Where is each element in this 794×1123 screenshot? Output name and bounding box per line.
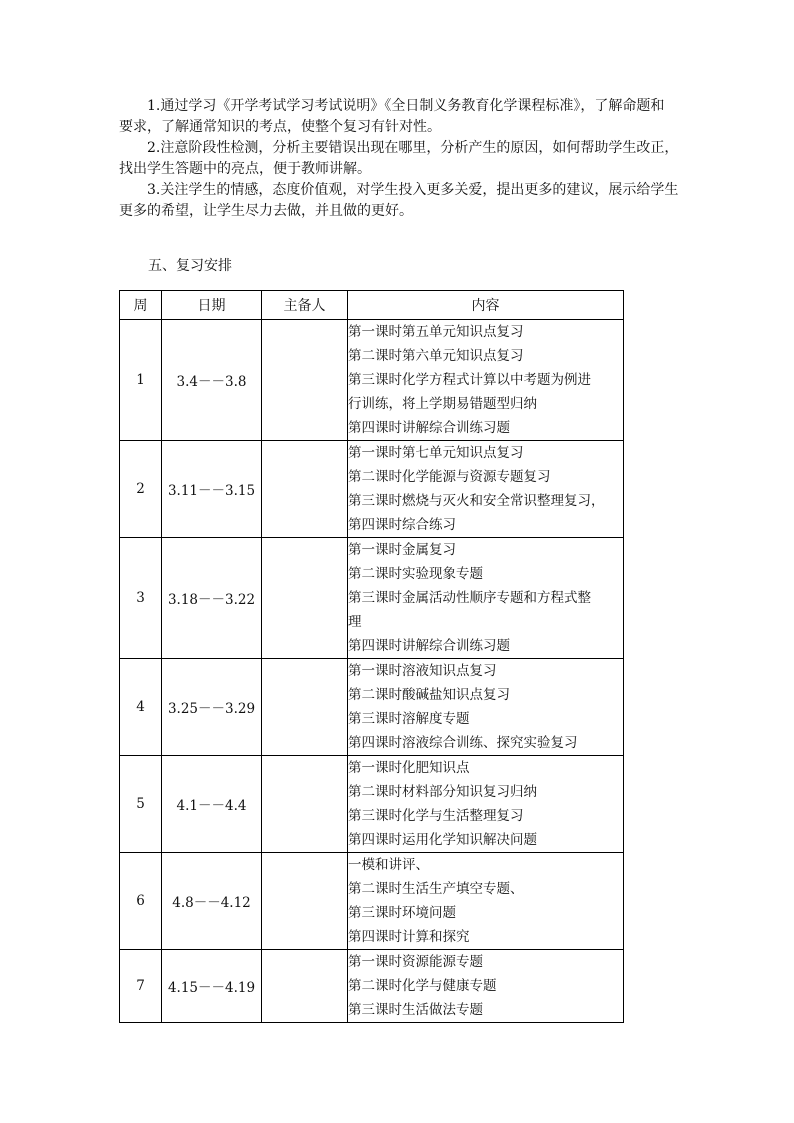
content-line: 第四课时讲解综合训练习题 bbox=[348, 638, 510, 654]
content-line: 第一课时金属复习 bbox=[348, 542, 456, 558]
content-line: 第四课时计算和探究 bbox=[348, 929, 470, 945]
content-line: 第三课时燃烧与灭火和安全常识整理复习， bbox=[348, 493, 605, 509]
content-line: 第二课时生活生产填空专题、 bbox=[348, 881, 524, 897]
content-cell bbox=[348, 659, 624, 756]
header-content: 内容 bbox=[348, 291, 624, 320]
table-row bbox=[120, 441, 624, 538]
header-date: 日期 bbox=[162, 291, 262, 320]
content-line: 第三课时金属活动性顺序专题和方程式整 bbox=[348, 590, 591, 606]
date-cell: 4.15－－4.19 bbox=[162, 950, 262, 1023]
intro-p2-line2: 找出学生答题中的亮点，便于教师讲解。 bbox=[119, 161, 371, 177]
week-cell: 7 bbox=[120, 950, 162, 1023]
content-line: 第三课时化学与生活整理复习 bbox=[348, 808, 524, 824]
week-cell: 6 bbox=[120, 853, 162, 950]
date-cell: 4.8－－4.12 bbox=[162, 853, 262, 950]
content-line: 第二课时酸碱盐知识点复习 bbox=[348, 687, 510, 703]
table-row bbox=[120, 950, 624, 1023]
owner-cell bbox=[262, 950, 348, 1023]
intro-p1-line1: 1.通过学习《开学考试学习考试说明》《全日制义务教育化学课程标准》，了解命题和 bbox=[147, 98, 665, 114]
content-line: 第三课时溶解度专题 bbox=[348, 711, 470, 727]
content-cell bbox=[348, 538, 624, 659]
intro-paragraph-2 bbox=[119, 138, 679, 180]
week-cell: 1 bbox=[120, 320, 162, 441]
content-line: 第四课时溶液综合训练、探究实验复习 bbox=[348, 735, 578, 751]
table-row bbox=[120, 538, 624, 659]
table-header-row bbox=[120, 291, 624, 320]
owner-cell bbox=[262, 538, 348, 659]
content-cell bbox=[348, 320, 624, 441]
intro-paragraph-1 bbox=[119, 96, 679, 138]
content-line: 行训练，将上学期易错题型归纳 bbox=[348, 396, 537, 412]
header-week: 周 bbox=[120, 291, 162, 320]
owner-cell bbox=[262, 320, 348, 441]
content-line: 第三课时环境问题 bbox=[348, 905, 456, 921]
content-line: 第三课时生活做法专题 bbox=[348, 1002, 483, 1018]
table-row bbox=[120, 756, 624, 853]
intro-p3-line1: 3.关注学生的情感，态度价值观，对学生投入更多关爱，提出更多的建议，展示给学生 bbox=[147, 182, 679, 198]
content-line: 第二课时第六单元知识点复习 bbox=[348, 348, 524, 364]
date-cell: 3.25－－3.29 bbox=[162, 659, 262, 756]
week-cell: 4 bbox=[120, 659, 162, 756]
owner-cell bbox=[262, 441, 348, 538]
content-cell bbox=[348, 441, 624, 538]
table-row bbox=[120, 320, 624, 441]
table-row bbox=[120, 659, 624, 756]
schedule-table bbox=[119, 290, 624, 1023]
content-line: 第二课时化学能源与资源专题复习 bbox=[348, 469, 551, 485]
content-line: 第四课时运用化学知识解决问题 bbox=[348, 832, 537, 848]
content-line: 第二课时化学与健康专题 bbox=[348, 978, 497, 994]
section-title: 五、复习安排 bbox=[148, 258, 232, 274]
date-cell: 3.4－－3.8 bbox=[162, 320, 262, 441]
content-line: 第一课时第七单元知识点复习 bbox=[348, 445, 524, 461]
week-cell: 3 bbox=[120, 538, 162, 659]
content-line: 第四课时讲解综合训练习题 bbox=[348, 420, 510, 436]
owner-cell bbox=[262, 756, 348, 853]
date-cell: 3.18－－3.22 bbox=[162, 538, 262, 659]
week-cell: 5 bbox=[120, 756, 162, 853]
content-line: 第一课时溶液知识点复习 bbox=[348, 663, 497, 679]
content-line: 一模和讲评、 bbox=[348, 857, 429, 873]
content-line: 第一课时化肥知识点 bbox=[348, 760, 470, 776]
intro-p2-line1: 2.注意阶段性检测，分析主要错误出现在哪里，分析产生的原因，如何帮助学生改正， bbox=[147, 140, 679, 156]
owner-cell bbox=[262, 659, 348, 756]
content-line: 第四课时综合练习 bbox=[348, 517, 456, 533]
content-line: 第二课时材料部分知识复习归纳 bbox=[348, 784, 537, 800]
date-cell: 3.11－－3.15 bbox=[162, 441, 262, 538]
table-row bbox=[120, 853, 624, 950]
content-line: 第一课时资源能源专题 bbox=[348, 954, 483, 970]
content-cell bbox=[348, 756, 624, 853]
content-line: 第三课时化学方程式计算以中考题为例进 bbox=[348, 372, 591, 388]
content-line: 理 bbox=[348, 614, 362, 630]
content-line: 第一课时第五单元知识点复习 bbox=[348, 324, 524, 340]
intro-p1-line2: 要求，了解通常知识的考点，使整个复习有针对性。 bbox=[119, 119, 441, 135]
content-cell bbox=[348, 950, 624, 1023]
intro-paragraph-3 bbox=[119, 180, 679, 222]
content-cell bbox=[348, 853, 624, 950]
week-cell: 2 bbox=[120, 441, 162, 538]
header-owner: 主备人 bbox=[262, 291, 348, 320]
intro-p3-line2: 更多的希望，让学生尽力去做，并且做的更好。 bbox=[119, 203, 413, 219]
date-cell: 4.1－－4.4 bbox=[162, 756, 262, 853]
content-line: 第二课时实验现象专题 bbox=[348, 566, 483, 582]
owner-cell bbox=[262, 853, 348, 950]
